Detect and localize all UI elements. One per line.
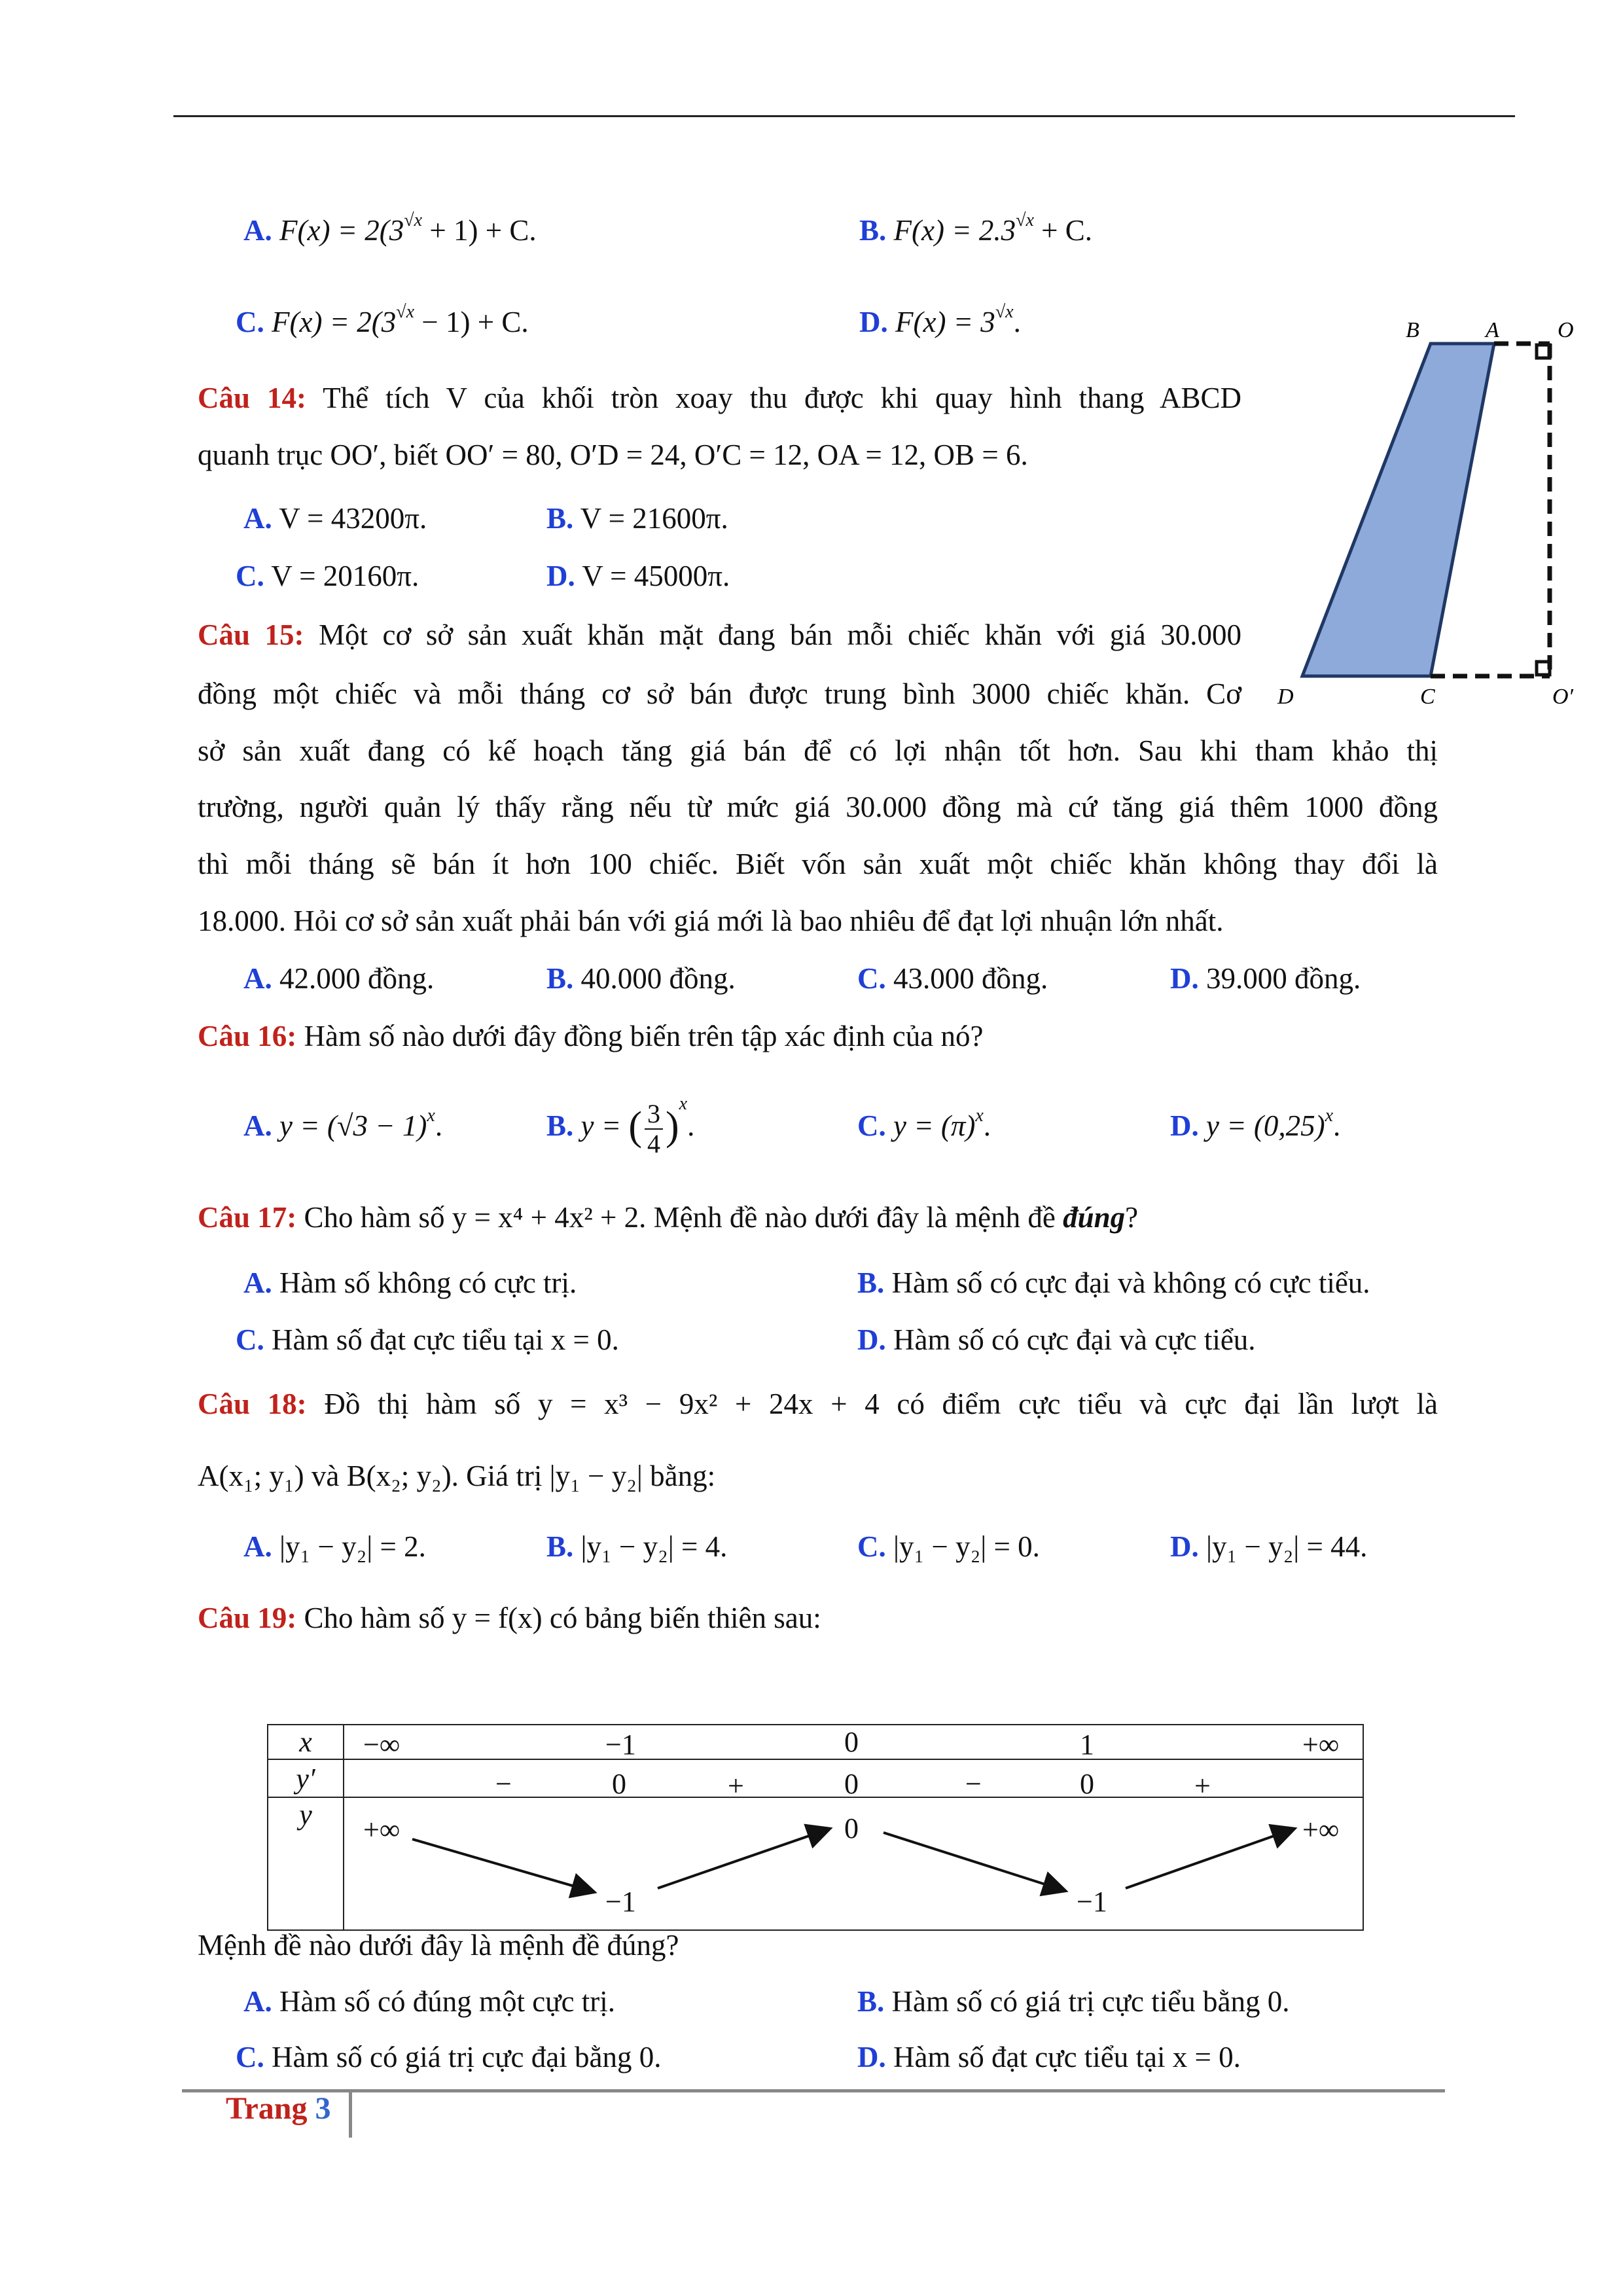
arrow-increase-1 [658, 1829, 828, 1888]
q16-question: Câu 16: Hàm số nào dưới đây đồng biến trên tập xác định của nó? [198, 1020, 984, 1052]
row-label-y: y [268, 1797, 344, 1930]
yprime-zero-2: 0 [844, 1768, 859, 1800]
arrow-decrease-1 [412, 1839, 592, 1892]
q15-line5: thì mỗi tháng sẽ bán ít hơn 100 chiếc. Biết vốn sản xuất một chiếc khăn không thay đổi là [198, 848, 1438, 880]
q19-option-b[interactable]: B. Hàm số có giá trị cực tiểu bằng 0. [857, 1985, 1290, 2018]
q14-label: Câu 14: [198, 382, 306, 414]
q14-option-c[interactable]: C. V = 20160π. [236, 560, 419, 592]
q13-option-a[interactable]: A. $F(x) = 2(3^{√x} + 1) + C$. [243, 210, 537, 247]
q13-option-b[interactable]: B. $F(x) = 2.3^{√x} + C$. [859, 210, 1093, 247]
q13-option-d[interactable]: D. $F(x) = 3^{√x}$. [859, 302, 1021, 338]
q15-line6: 18.000. Hỏi cơ sở sản xuất phải bán với giá mới là bao nhiêu để đạt lợi nhuận lớn nhất. [198, 905, 1224, 937]
row-label-x: x [268, 1725, 344, 1759]
page-label: Trang [226, 2091, 308, 2126]
q13-d-rhs: . [1013, 306, 1021, 338]
q15-option-b[interactable]: B. 40.000 đồng. [546, 962, 736, 995]
q18-option-b[interactable]: B. |y₁ − y₂| = 4. [546, 1530, 728, 1563]
q13-b-rhs: + C. [1033, 214, 1093, 247]
q19-label: Câu 19: [198, 1602, 297, 1634]
label-o: O [1558, 318, 1574, 342]
q16-option-d[interactable]: D. $y = (0,25)^x$. [1170, 1105, 1341, 1142]
page-number [226, 2090, 330, 2126]
x-value-0: 0 [844, 1726, 859, 1758]
q17-option-d[interactable]: D. Hàm số có cực đại và cực tiểu. [857, 1323, 1256, 1356]
q13-b-lhs: F(x) = 2.3 [893, 214, 1016, 247]
x-value-1: 1 [1080, 1729, 1094, 1761]
q16-option-a[interactable]: A. $y = (√3 - 1)^x$. [243, 1105, 443, 1142]
q18-option-a[interactable]: A. |y₁ − y₂| = 2. [243, 1530, 426, 1563]
q14-line2: quanh trục OO′, biết OO′ = 80, O′D = 24, O′C = 12, OA = 12, OB = 6. [198, 439, 1028, 471]
q14-line1: Câu 14: Thể tích V của khối tròn xoay thu được khi quay hình thang ABCD [198, 382, 1242, 414]
q15-label: Câu 15: [198, 619, 304, 651]
footer-divider [349, 2092, 352, 2138]
q17-label: Câu 17: [198, 1201, 297, 1234]
yprime-sign-4: + [1194, 1770, 1211, 1802]
q13-a-lhs: F(x) = 2(3 [279, 214, 404, 247]
y-value-max: 0 [844, 1812, 859, 1844]
q15-option-c[interactable]: C. 43.000 đồng. [857, 962, 1048, 995]
label-a: A [1486, 318, 1499, 342]
q16-option-b[interactable]: B. y = ( $\frac{3}{4}$ )$^x$. [546, 1094, 695, 1158]
x-value-pos-inf: +∞ [1302, 1729, 1340, 1761]
q19-option-d[interactable]: D. Hàm số đạt cực tiểu tại x = 0. [857, 2041, 1241, 2073]
q17-option-c[interactable]: C. Hàm số đạt cực tiểu tại x = 0. [236, 1323, 619, 1356]
q17-option-a[interactable]: A. Hàm số không có cực trị. [243, 1266, 577, 1299]
q13-c-lhs: F(x) = 2(3 [272, 306, 397, 338]
q13-c-exp: √x [396, 302, 415, 322]
label-o-prime: O′ [1552, 685, 1573, 707]
q13-d-lhs: F(x) = 3 [895, 306, 995, 338]
q15-line3: sở sản xuất đang có kế hoạch tăng giá bán để có lợi nhận tốt hơn. Sau khi tham khảo thị [198, 734, 1438, 767]
q13-c-rhs: − 1) + C. [414, 306, 529, 338]
yprime-zero-3: 0 [1080, 1768, 1094, 1800]
q15-option-d[interactable]: D. 39.000 đồng. [1170, 962, 1361, 995]
q14-option-b[interactable]: B. V = 21600π. [546, 502, 728, 535]
q19-question: Câu 19: Cho hàm số y = f(x) có bảng biến thiên sau: [198, 1602, 821, 1634]
q13-a-exp: √x [404, 210, 423, 230]
q17-option-b[interactable]: B. Hàm số có cực đại và không có cực tiểu. [857, 1266, 1370, 1299]
q18-label: Câu 18: [198, 1388, 307, 1420]
q17-question: Câu 17: Cho hàm số y = x⁴ + 4x² + 2. Mệnh đề nào dưới đây là mệnh đề đúng? [198, 1201, 1139, 1234]
q15-line1: Câu 15: Một cơ sở sản xuất khăn mặt đang bán mỗi chiếc khăn với giá 30.000 [198, 619, 1241, 651]
x-value-neg-inf: −∞ [363, 1729, 401, 1761]
yprime-sign-1: − [495, 1768, 512, 1800]
q14-option-d[interactable]: D. V = 45000π. [546, 560, 730, 592]
yprime-sign-3: − [965, 1768, 982, 1800]
q19-option-c[interactable]: C. Hàm số có giá trị cực đại bằng 0. [236, 2041, 662, 2073]
q14-option-a[interactable]: A. V = 43200π. [243, 502, 427, 535]
x-value-neg1: −1 [605, 1729, 636, 1761]
y-value-min1: −1 [605, 1886, 636, 1918]
q19-prompt: Mệnh đề nào dưới đây là mệnh đề đúng? [198, 1929, 679, 1962]
y-value-right: +∞ [1302, 1814, 1340, 1846]
q13-d-exp: √x [995, 302, 1014, 322]
arrow-increase-2 [1126, 1829, 1293, 1888]
q13-a-rhs: + 1) + C. [422, 214, 537, 247]
y-value-left: +∞ [363, 1814, 401, 1846]
q15-line2: đồng một chiếc và mỗi tháng cơ sở bán được trung bình 3000 chiếc khăn. Cơ [198, 677, 1241, 710]
label-c: C [1420, 685, 1435, 707]
footer-rule [182, 2089, 1445, 2092]
label-b: B [1406, 318, 1419, 342]
yprime-sign-2: + [728, 1770, 744, 1802]
q15-line4: trường, người quản lý thấy rằng nếu từ mức giá 30.000 đồng mà cứ tăng giá thêm 1000 đồng [198, 791, 1438, 823]
q16-label: Câu 16: [198, 1020, 297, 1052]
arrow-decrease-2 [883, 1833, 1063, 1890]
q15-option-a[interactable]: A. 42.000 đồng. [243, 962, 435, 995]
q16-b-fraction: $\frac{3}{4}$ [645, 1100, 663, 1158]
q18-line1: Câu 18: Đồ thị hàm số y = x³ − 9x² + 24x + 4 có điểm cực tiểu và cực đại lần lượt là [198, 1388, 1438, 1420]
q18-line2: A(x₁; y₁) và B(x₂; y₂). Giá trị |y₁ − y₂| bằng: [198, 1460, 716, 1492]
row-label-yprime: y′ [268, 1759, 344, 1797]
label-d: D [1277, 685, 1294, 707]
q18-option-d[interactable]: D. |y₁ − y₂| = 44. [1170, 1530, 1368, 1563]
page-number-value: 3 [315, 2091, 331, 2126]
q19-option-a[interactable]: A. Hàm số có đúng một cực trị. [243, 1985, 616, 2018]
y-value-min2: −1 [1077, 1886, 1107, 1918]
q16-option-c[interactable]: C. $y = (\pi)^x$. [857, 1105, 991, 1142]
q17-emphasis: đúng [1063, 1201, 1126, 1234]
q13-option-c[interactable]: C. $F(x) = 2(3^{√x} - 1) + C$. [236, 302, 529, 338]
q18-option-c[interactable]: C. |y₁ − y₂| = 0. [857, 1530, 1040, 1563]
yprime-zero-1: 0 [612, 1768, 626, 1800]
q13-b-exp: √x [1016, 210, 1034, 230]
